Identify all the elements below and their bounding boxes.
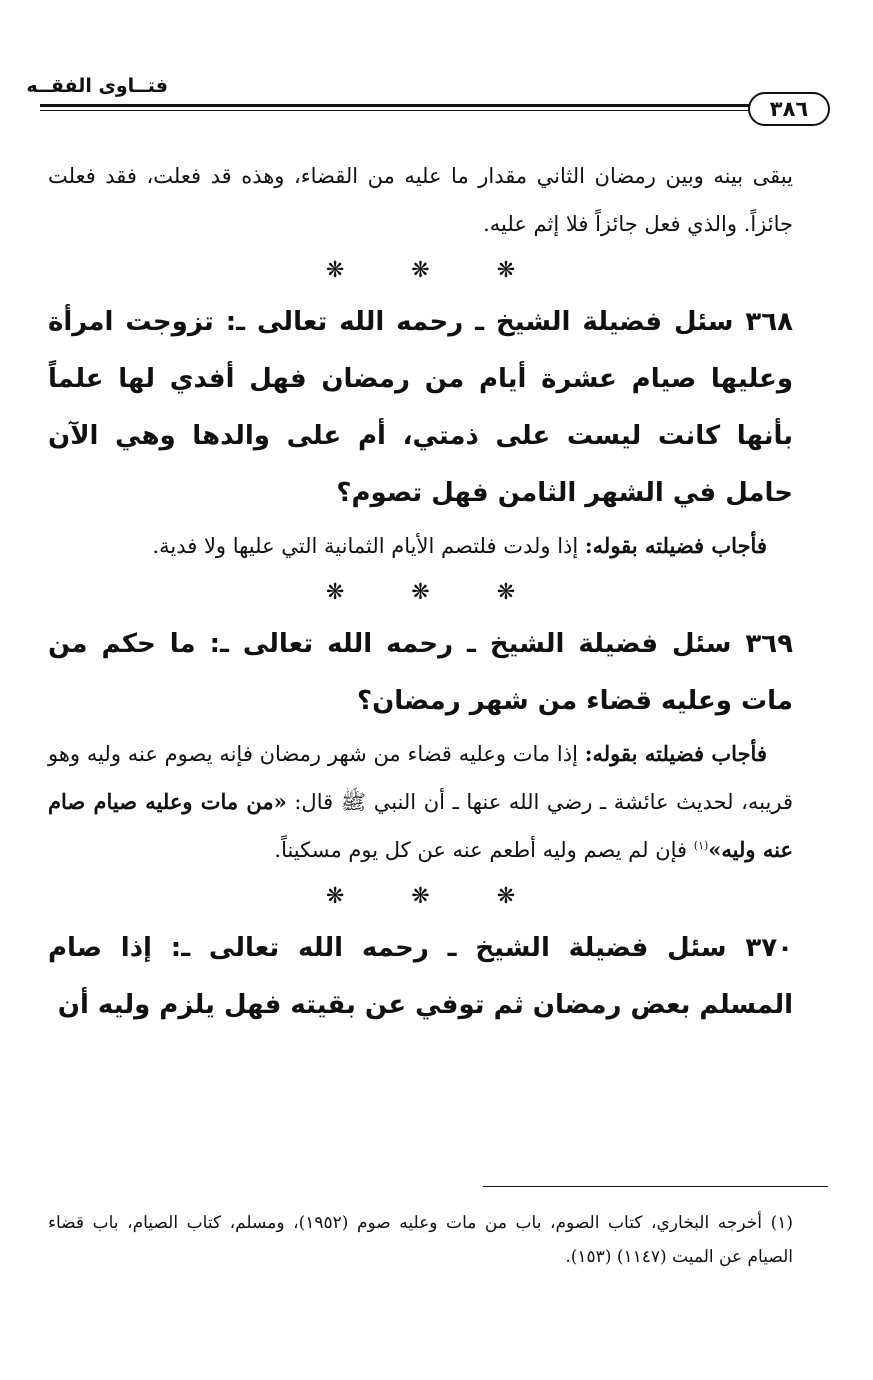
- question-370-lead: ٣٧٠ سئل فضيلة الشيخ ـ رحمه الله تعالى ـ:: [170, 933, 793, 963]
- answer-368-lead: فأجاب فضيلته بقوله:: [584, 533, 767, 558]
- answer-369-conclusion: فإن لم يصم وليه أطعم عنه عن كل يوم مسكيناً.: [274, 838, 688, 862]
- question-370: [48, 920, 793, 1034]
- question-368-text: تزوجت امرأة وعليها صيام عشرة أيام من رمضان فهل أفدي لها علماً بأنها كانت ليست على ذمتي، أم على والدها وهي الآن حامل في الشهر الثامن فهل تصوم؟: [48, 307, 793, 508]
- question-370-text: إذا صام المسلم بعض رمضان ثم توفي عن بقيته فهل يلزم وليه أن: [48, 933, 793, 1020]
- section-separator: ❋ ❋ ❋: [325, 580, 546, 605]
- answer-368-text: إذا ولدت فلتصم الأيام الثمانية التي عليها ولا فدية.: [152, 534, 579, 558]
- question-369-lead: ٣٦٩ سئل فضيلة الشيخ ـ رحمه الله تعالى ـ:: [209, 629, 793, 659]
- footnote-1: (١) أخرجه البخاري، كتاب الصوم، باب من مات وعليه صوم (١٩٥٢)، ومسلم، كتاب الصيام، باب قضاء الصيام عن الميت (١١٤٧) (١٥٣).: [48, 1213, 793, 1267]
- question-369: [48, 616, 793, 730]
- answer-368: [48, 522, 793, 570]
- answer-369-text: إذا مات وعليه قضاء من شهر رمضان فإنه يصوم عنه وليه وهو قريبه، لحديث عائشة ـ رضي الله عنها ـ أن النبي ﷺ قال:: [48, 742, 793, 814]
- continued-text: يبقى بينه وبين رمضان الثاني مقدار ما عليه من القضاء، وهذه قد فعلت، فقد فعلت جائزاً. والذي فعل جائزاً فلا إثم عليه.: [48, 164, 793, 236]
- question-368-lead: ٣٦٨ سئل فضيلة الشيخ ـ رحمه الله تعالى ـ:: [225, 307, 793, 337]
- hadith-quote: «من مات وعليه صيام صام عنه وليه»: [48, 789, 793, 862]
- body-text: [48, 152, 793, 1034]
- continued-paragraph: [48, 152, 793, 248]
- answer-369: [48, 730, 793, 874]
- page-number: ٣٨٦: [748, 92, 830, 126]
- running-title: فتــاوى الفقــه: [26, 75, 168, 97]
- question-369-text: ما حكم من مات وعليه قضاء من شهر رمضان؟: [48, 629, 793, 716]
- section-separator: ❋ ❋ ❋: [325, 258, 546, 283]
- header-rule: [40, 104, 760, 111]
- answer-369-lead: فأجاب فضيلته بقوله:: [584, 741, 767, 766]
- section-separator: ❋ ❋ ❋: [325, 884, 546, 909]
- footnotes: [48, 1206, 793, 1274]
- question-368: [48, 294, 793, 522]
- footnote-reference[interactable]: (١): [693, 839, 709, 852]
- footnote-rule: [483, 1186, 828, 1187]
